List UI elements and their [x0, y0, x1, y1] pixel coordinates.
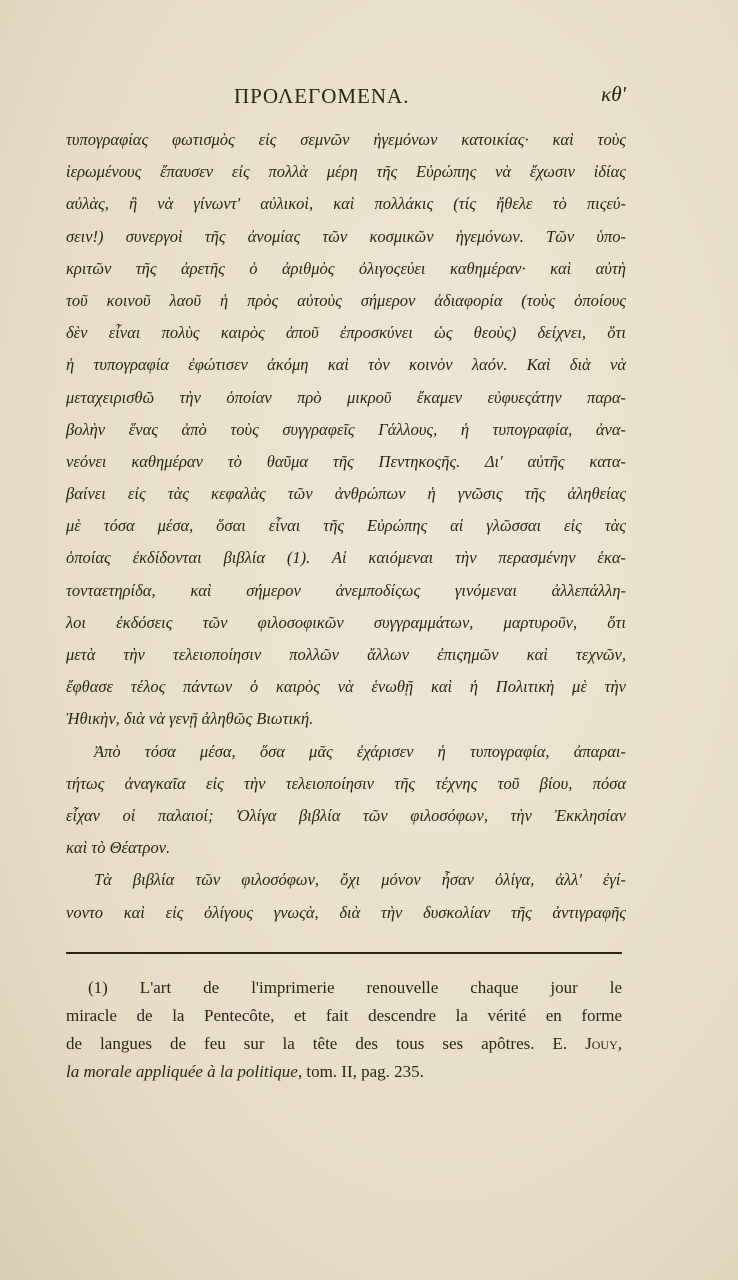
footnote-divider: [66, 952, 622, 954]
text-line: μεταχειρισθῶ τὴν ὁποίαν πρὸ μικροῦ ἔκαμεν εὐφυεςάτην παρα-: [66, 387, 626, 407]
footnote-line: miracle de la Pentecôte, et fait descendre la vérité en forme: [66, 1006, 622, 1025]
text-line: βαίνει εἰς τὰς κεφαλὰς τῶν ἀνθρώπων ἡ γνῶσις τῆς ἀληθείας: [66, 484, 626, 504]
text-line: Ἠθικὴν, διὰ νὰ γενῇ ἀληθῶς Βιωτική.: [66, 709, 314, 729]
text-line: λοι ἐκδόσεις τῶν φιλοσοφικῶν συγγραμμάτων, μαρτυροῦν, ὅτι: [66, 612, 626, 632]
footnote-line: [66, 1058, 622, 1086]
text-line: βολὴν ἕνας ἀπὸ τοὺς συγγραφεῖς Γάλλους, ἡ τυπογραφία, ἀνα-: [66, 419, 626, 439]
footnote: [66, 974, 622, 1086]
footnote-author: Jouy,: [585, 1034, 623, 1053]
text-line: τοῦ κοινοῦ λαοῦ ἡ πρὸς αὐτοὺς σήμερον ἀδιαφορία (τοὺς ὁποίους: [66, 290, 626, 310]
text-line: ἔφθασε τέλος πάντων ὁ καιρὸς νὰ ἑνωθῇ καὶ ἡ Πολιτικὴ μὲ τὴν: [66, 677, 626, 697]
footnote-citation: tom. II, pag. 235.: [302, 1062, 424, 1081]
footnote-text: de langues de feu sur la tête des tous ses apôtres. E.: [66, 1034, 568, 1053]
text-line: κριτῶν τῆς ἀρετῆς ὁ ἀριθμὸς ὀλιγοςεύει καθημέραν· καὶ αὐτὴ: [66, 258, 626, 278]
text-line: τυπογραφίας φωτισμὸς εἰς σεμνῶν ἡγεμόνων κατοικίας· καὶ τοὺς: [66, 130, 626, 149]
text-line: καὶ τὸ Θέατρον.: [66, 838, 171, 858]
footnote-line: [66, 1030, 622, 1058]
text-line: νοντο καὶ εἰς ὀλίγους γνωςὰ, διὰ τὴν δυσκολίαν τῆς ἀντιγραφῆς: [66, 902, 626, 922]
page-header: [66, 84, 626, 118]
text-line: νεόνει καθημέραν τὸ θαῦμα τῆς Πεντηκοςῆς. Δι' αὐτῆς κατα-: [66, 451, 626, 471]
text-line: μετὰ τὴν τελειοποίησιν πολλῶν ἄλλων ἐπιςημῶν καὶ τεχνῶν,: [66, 645, 626, 664]
text-line: ἱερωμένους ἔπαυσεν εἰς πολλὰ μέρη τῆς Εὐρώπης νὰ ἔχωσιν ἰδίας: [66, 162, 626, 182]
footnote-book-title: la morale appliquée à la politique,: [66, 1062, 303, 1081]
text-line: τονταετηρίδα, καὶ σήμερον ἀνεμποδίςως γινόμεναι ἀλλεπάλλη-: [66, 580, 626, 600]
text-line: σειν!) συνεργοὶ τῆς ἀνομίας τῶν κοσμικῶν ἡγεμόνων. Τῶν ὑπο-: [66, 226, 626, 246]
text-line: ἡ τυπογραφία ἐφώτισεν ἀκόμη καὶ τὸν κοινὸν λαόν. Καὶ διὰ νὰ: [66, 355, 626, 375]
text-line: τήτως ἀναγκαῖα εἰς τὴν τελειοποίησιν τῆς τέχνης τοῦ βίου, πόσα: [66, 773, 626, 793]
main-text: [66, 124, 626, 929]
text-line: μὲ τόσα μέσα, ὅσαι εἶναι τῆς Εὐρώπης αἱ γλῶσσαι εἰς τὰς: [66, 516, 626, 536]
text-line: αὐλὰς, ἢ νὰ γίνωντ' αὐλικοὶ, καὶ πολλάκις (τίς ἤθελε τὸ πιςεύ-: [66, 194, 626, 214]
running-title: ΠΡΟΛΕΓΟΜΕΝΑ.: [234, 84, 410, 108]
text-line: Τὰ βιβλία τῶν φιλοσόφων, ὄχι μόνον ἦσαν ὀλίγα, ἀλλ' ἐγί-: [94, 870, 626, 890]
text-line: ὁποίας ἐκδίδονται βιβλία (1). Αἱ καιόμεναι τὴν περασμένην ἑκα-: [66, 548, 626, 568]
text-line: Ἀπὸ τόσα μέσα, ὅσα μᾶς ἐχάρισεν ἡ τυπογραφία, ἀπαραι-: [94, 741, 626, 761]
text-line: εἶχαν οἱ παλαιοί; Ὀλίγα βιβλία τῶν φιλοσόφων, τὴν Ἐκκλησίαν: [66, 805, 626, 825]
page-number: κθ': [601, 82, 626, 106]
text-line: δὲν εἶναι πολὺς καιρὸς ἀποῦ ἐπροσκύνει ὡς θεοὺς) δείχνει, ὅτι: [66, 323, 626, 343]
footnote-line: (1) L'art de l'imprimerie renouvelle chaque jour le: [88, 978, 622, 997]
